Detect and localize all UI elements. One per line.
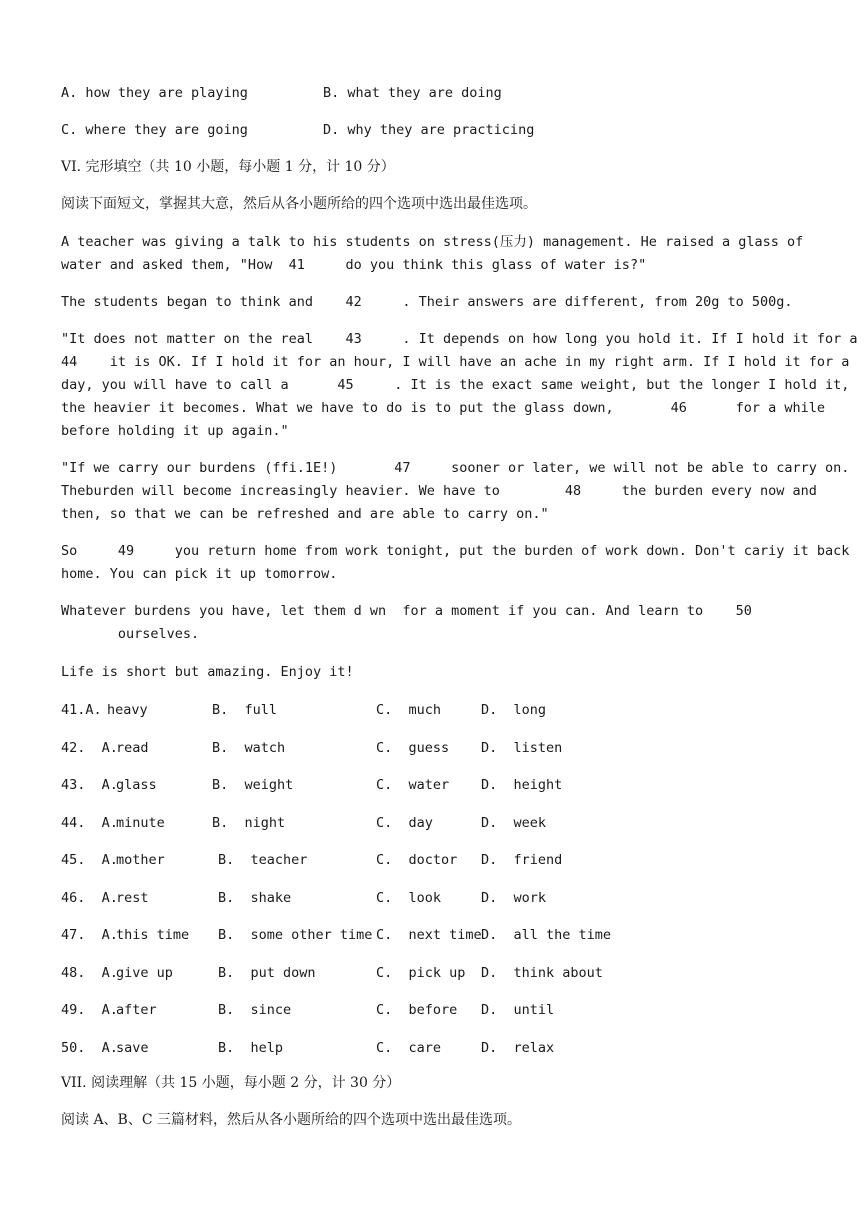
option-c: C. water (376, 777, 450, 793)
question-number: 46. A. (61, 890, 118, 906)
question-number: 43. A. (61, 777, 118, 793)
option-d: D. friend (481, 852, 563, 868)
question-number: 49. A. (61, 1002, 118, 1018)
passage-line: Whatever burdens you have, let them d wn for a moment if you can. And learn to 50 (61, 603, 752, 619)
option-b: B. night (212, 815, 286, 831)
question-number: 44. A. (61, 815, 118, 831)
option-a: after (116, 1002, 157, 1018)
passage-line: home. You can pick it up tomorrow. (61, 566, 338, 582)
passage-line: So 49 you return home from work tonight, put the burden of work down. Don't cariy it back (61, 543, 850, 559)
question-number: 50. A. (61, 1040, 118, 1056)
option-c: C. before (376, 1002, 458, 1018)
option-b: B. shake (218, 890, 292, 906)
passage-paragraph-2 (61, 291, 821, 314)
passage-line: 44 it is OK. If I hold it for an hour, I will have an ache in my right arm. If I hold it for a (61, 354, 850, 370)
option-c: C. look (376, 890, 442, 906)
option-b: B. help (218, 1040, 284, 1056)
question-number: 45. A. (61, 852, 118, 868)
passage-line: "If we carry our burdens (ffi.1E!) 47 sooner or later, we will not be able to carry on. (61, 460, 850, 476)
passage-paragraph-7 (61, 661, 821, 684)
option-b: B. what they are doing (323, 85, 502, 101)
option-d: D. long (481, 702, 547, 718)
option-d: D. think about (481, 965, 603, 981)
option-a: rest (116, 890, 149, 906)
passage-line: water and asked them, "How 41 do you think this glass of water is?" (61, 257, 647, 273)
question-number: 48. A. (61, 965, 118, 981)
option-b: B. watch (212, 740, 286, 756)
option-a: give up (116, 965, 173, 981)
option-c: C. care (376, 1040, 442, 1056)
option-c: C. next time (376, 927, 482, 943)
option-c: C. where they are going (61, 122, 248, 138)
question-number: 47. A. (61, 927, 118, 943)
section-heading: VII. 阅读理解（共 15 小题，每小题 2 分，计 30 分） (61, 1075, 401, 1091)
option-d: D. week (481, 815, 547, 831)
option-a: A. how they are playing (61, 85, 248, 101)
section-instruction: 阅读下面短文，掌握其大意，然后从各小题所给的四个选项中选出最佳选项。 (61, 196, 537, 212)
passage-line: day, you will have to call a 45 . It is the exact same weight, but the longer I hold it, (61, 377, 850, 393)
option-d: D. listen (481, 740, 563, 756)
passage-paragraph-3 (61, 328, 858, 443)
passage-paragraph-6 (61, 600, 821, 646)
option-b: B. weight (212, 777, 294, 793)
option-b: B. put down (218, 965, 316, 981)
passage-line: the heavier it becomes. What we have to do is to put the glass down, 46 for a while (61, 400, 826, 416)
option-a: minute (116, 815, 165, 831)
option-d: D. until (481, 1002, 555, 1018)
option-c: C. much (376, 702, 442, 718)
option-a: save (116, 1040, 149, 1056)
passage-paragraph-4 (61, 457, 850, 526)
passage-line: A teacher was giving a talk to his students on stress(压力) management. He raised a glass of (61, 234, 804, 250)
option-a: this time (116, 927, 190, 943)
passage-line: before holding it up again." (61, 423, 289, 439)
option-d: D. height (481, 777, 563, 793)
passage-line: "It does not matter on the real 43 . It depends on how long you hold it. If I hold it for a (61, 331, 858, 347)
passage-line: The students began to think and 42 . Their answers are different, from 20g to 500g. (61, 294, 793, 310)
option-b: B. full (212, 702, 278, 718)
question-number: 42. A. (61, 740, 118, 756)
question-number: 41.A. (61, 702, 102, 718)
option-c: C. day (376, 815, 433, 831)
option-b: B. since (218, 1002, 292, 1018)
section-instruction: 阅读 A、B、C 三篇材料，然后从各小题所给的四个选项中选出最佳选项。 (61, 1112, 522, 1128)
section-heading: VI. 完形填空（共 10 小题，每小题 1 分，计 10 分） (61, 159, 395, 175)
option-b: B. some other time (218, 927, 373, 943)
option-d: D. work (481, 890, 547, 906)
passage-line: Life is short but amazing. Enjoy it! (61, 664, 354, 680)
passage-paragraph-1 (61, 231, 821, 277)
option-b: B. teacher (218, 852, 308, 868)
passage-line: Theburden will become increasingly heavier. We have to 48 the burden every now and (61, 483, 817, 499)
option-c: C. guess (376, 740, 450, 756)
passage-line: ourselves. (61, 626, 200, 642)
option-a: mother (116, 852, 165, 868)
option-a: read (116, 740, 149, 756)
option-d: D. all the time (481, 927, 612, 943)
option-a: glass (116, 777, 157, 793)
option-c: C. pick up (376, 965, 466, 981)
passage-line: then, so that we can be refreshed and are able to carry on." (61, 506, 549, 522)
passage-paragraph-5 (61, 540, 850, 586)
option-c: C. doctor (376, 852, 458, 868)
option-a: heavy (107, 702, 148, 718)
option-d: D. why they are practicing (323, 122, 535, 138)
option-d: D. relax (481, 1040, 555, 1056)
